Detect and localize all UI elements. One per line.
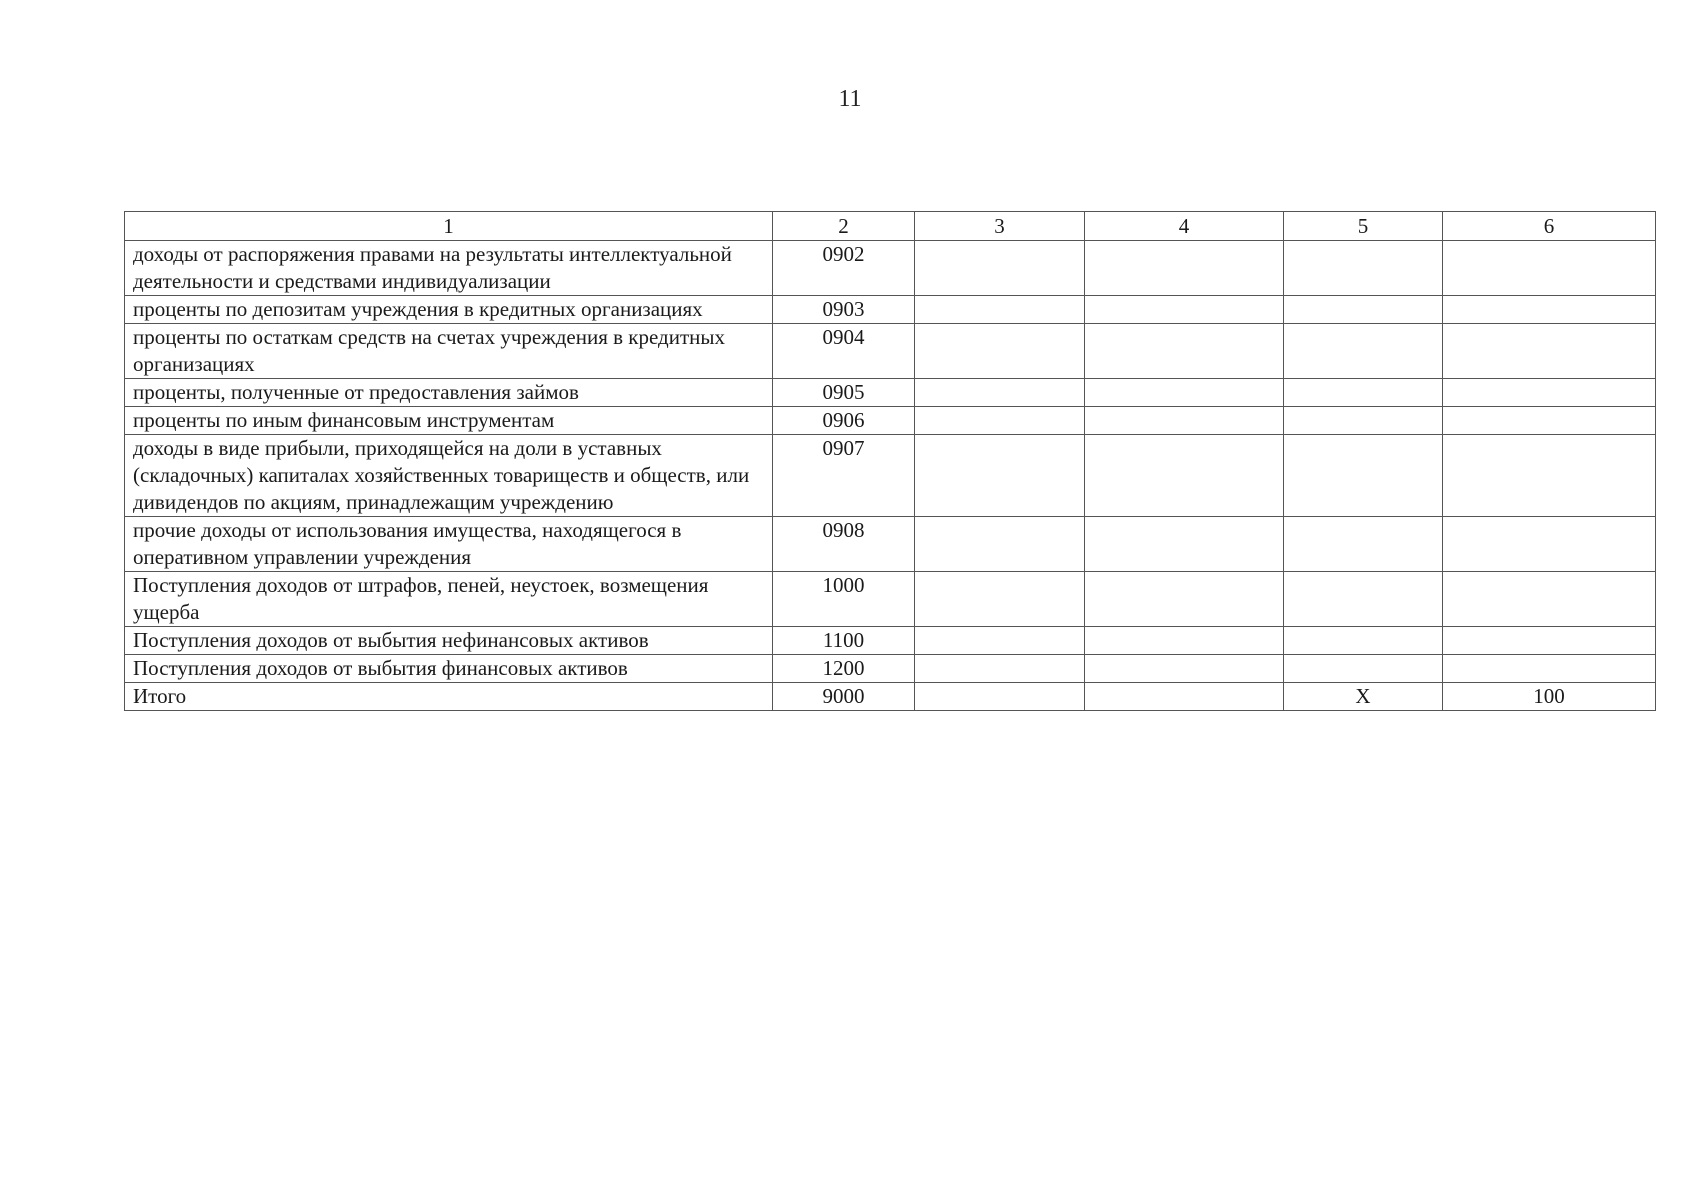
table-row [125,324,1656,379]
column-5-cell [1284,296,1443,324]
row-name-cell: Поступления доходов от выбытия нефинансовых активов [125,627,773,655]
column-5-cell [1284,627,1443,655]
table-row [125,435,1656,517]
column-4-cell [1085,655,1284,683]
row-code-cell: 0908 [773,517,915,572]
table-row [125,241,1656,296]
table-row [125,296,1656,324]
column-5-cell [1284,324,1443,379]
column-4-cell [1085,379,1284,407]
column-6-cell: 100 [1443,683,1656,711]
table-row [125,655,1656,683]
table-body [125,241,1656,711]
column-header: 2 [773,212,915,241]
row-code-cell: 0906 [773,407,915,435]
column-5-cell [1284,435,1443,517]
page-number: 11 [838,86,862,112]
income-table [124,211,1656,711]
column-4-cell [1085,627,1284,655]
column-4-cell [1085,517,1284,572]
column-6-cell [1443,655,1656,683]
column-5-cell [1284,407,1443,435]
column-3-cell [915,296,1085,324]
column-header: 6 [1443,212,1656,241]
table-header [125,212,1656,241]
column-6-cell [1443,324,1656,379]
row-name-cell: Итого [125,683,773,711]
column-3-cell [915,324,1085,379]
column-3-cell [915,655,1085,683]
column-header: 1 [125,212,773,241]
column-6-cell [1443,435,1656,517]
row-name-cell: Поступления доходов от штрафов, пеней, неустоек, возмещения ущерба [125,572,773,627]
column-4-cell [1085,324,1284,379]
table-row [125,517,1656,572]
column-6-cell [1443,407,1656,435]
column-6-cell [1443,517,1656,572]
column-4-cell [1085,296,1284,324]
column-3-cell [915,683,1085,711]
column-5-cell [1284,655,1443,683]
row-code-cell: 1100 [773,627,915,655]
row-name-cell: проценты, полученные от предоставления займов [125,379,773,407]
column-header: 5 [1284,212,1443,241]
column-6-cell [1443,379,1656,407]
column-4-cell [1085,435,1284,517]
row-code-cell: 9000 [773,683,915,711]
column-5-cell: Х [1284,683,1443,711]
header-row [125,212,1656,241]
column-3-cell [915,241,1085,296]
row-name-cell: доходы от распоряжения правами на результаты интеллектуальной деятельности и средствами индивидуализации [125,241,773,296]
column-6-cell [1443,296,1656,324]
row-code-cell: 1000 [773,572,915,627]
column-3-cell [915,435,1085,517]
row-name-cell: доходы в виде прибыли, приходящейся на доли в уставных (складочных) капиталах хозяйственных товариществ и обществ, или дивидендов по акциям, принадлежащим учреждению [125,435,773,517]
row-name-cell: проценты по остаткам средств на счетах учреждения в кредитных организациях [125,324,773,379]
column-5-cell [1284,517,1443,572]
row-code-cell: 0903 [773,296,915,324]
column-6-cell [1443,627,1656,655]
column-3-cell [915,627,1085,655]
row-code-cell: 1200 [773,655,915,683]
column-header: 4 [1085,212,1284,241]
column-4-cell [1085,407,1284,435]
column-6-cell [1443,572,1656,627]
column-5-cell [1284,241,1443,296]
row-code-cell: 0904 [773,324,915,379]
table-row [125,407,1656,435]
column-4-cell [1085,683,1284,711]
row-code-cell: 0905 [773,379,915,407]
table-row [125,683,1656,711]
column-5-cell [1284,379,1443,407]
table-row [125,379,1656,407]
column-3-cell [915,407,1085,435]
column-4-cell [1085,241,1284,296]
column-3-cell [915,572,1085,627]
column-3-cell [915,379,1085,407]
column-header: 3 [915,212,1085,241]
table-row [125,572,1656,627]
column-4-cell [1085,572,1284,627]
row-name-cell: Поступления доходов от выбытия финансовых активов [125,655,773,683]
column-6-cell [1443,241,1656,296]
column-3-cell [915,517,1085,572]
row-name-cell: проценты по иным финансовым инструментам [125,407,773,435]
row-code-cell: 0907 [773,435,915,517]
row-name-cell: прочие доходы от использования имущества, находящегося в оперативном управлении учреждения [125,517,773,572]
table-row [125,627,1656,655]
column-5-cell [1284,572,1443,627]
row-name-cell: проценты по депозитам учреждения в кредитных организациях [125,296,773,324]
row-code-cell: 0902 [773,241,915,296]
